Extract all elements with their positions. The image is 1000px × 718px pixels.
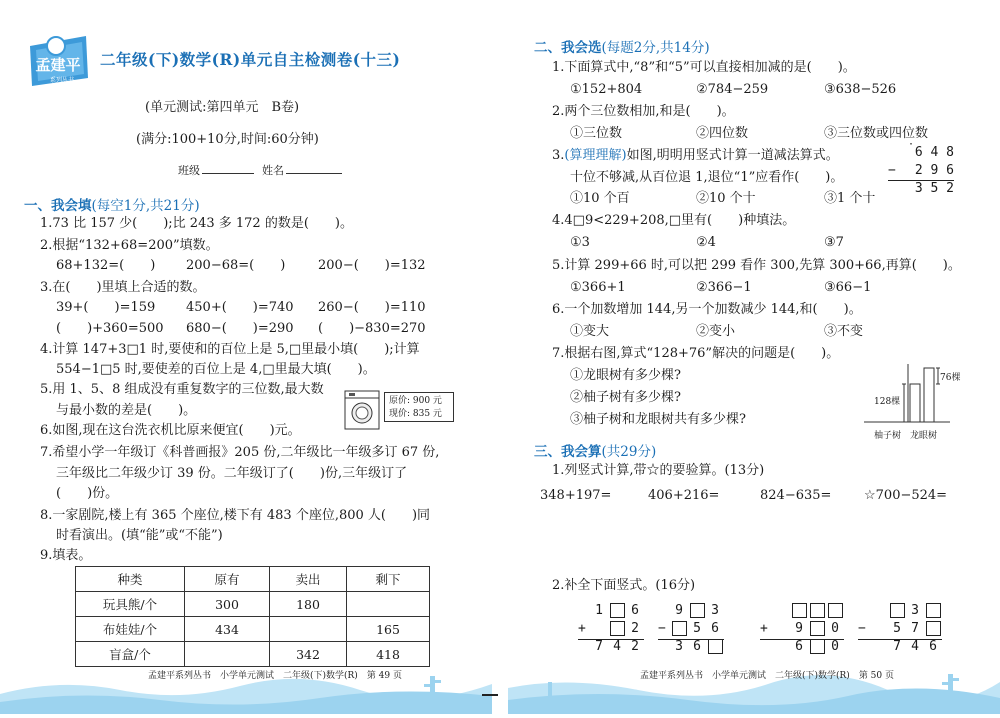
q3-e: 680−( )=290 xyxy=(186,321,294,336)
vertical-row xyxy=(760,620,844,638)
digit: 5 xyxy=(893,621,901,636)
q8-line2: 时看演出。(填“能”或“不能”) xyxy=(56,528,223,543)
r5-a[interactable]: ①366+1 xyxy=(570,280,626,295)
s1-b: 406+216= xyxy=(648,488,720,503)
r3: 3.(算理理解)如图,明明用竖式计算一道减法算式。 xyxy=(552,148,839,163)
q2-c: 200−( )=132 xyxy=(318,258,426,273)
table-row xyxy=(76,617,430,642)
q7-line3: ( )份。 xyxy=(56,486,119,501)
r4-a[interactable]: ①3 xyxy=(570,235,590,250)
digit: 9 xyxy=(675,603,683,618)
digit: 7 xyxy=(911,621,919,636)
r5: 5.计算 299+66 时,可以把 299 看作 300,先算 300+66,再算( )。 xyxy=(552,258,961,273)
blank-box[interactable] xyxy=(810,621,825,636)
r6: 6.一个加数增加 144,另一个加数减少 144,和( )。 xyxy=(552,302,862,317)
vertical-row xyxy=(578,620,644,638)
blank-box[interactable] xyxy=(828,603,843,618)
digit: 6 xyxy=(631,603,639,618)
vertical-row xyxy=(858,602,942,620)
table-cell: 418 xyxy=(347,642,430,667)
page-footer: 孟建平系列丛书 小学单元测试 二年级(下)数学(R) 第 50 页 xyxy=(640,671,894,681)
r5-b[interactable]: ②366−1 xyxy=(696,280,752,295)
q2-a: 68+132=( ) xyxy=(56,258,156,273)
r2: 2.两个三位数相加,和是( )。 xyxy=(552,104,735,119)
vertical-calc-4[interactable] xyxy=(858,602,942,656)
digit: 6 xyxy=(929,639,937,654)
fig-label-128: 128棵 xyxy=(874,397,901,407)
r1: 1.下面算式中,“8”和“5”可以直接相加减的是( )。 xyxy=(552,60,856,75)
blank-box[interactable] xyxy=(890,603,905,618)
r7-c[interactable]: ③柚子树和龙眼树共有多少棵? xyxy=(570,412,746,427)
table-cell: 434 xyxy=(185,617,270,642)
r3-b[interactable]: ②10 个十 xyxy=(696,191,756,206)
s1-d: ☆700−524= xyxy=(864,488,948,503)
q7-line2: 三年级比二年级少订 39 份。二年级订了( )份,三年级订了 xyxy=(56,466,408,481)
q5-line1: 5.用 1、5、8 组成没有重复数字的三位数,最大数 xyxy=(40,382,324,397)
table-header: 种类 xyxy=(76,567,185,592)
section2-heading: 二、我会选(每题2分,共14分) xyxy=(534,40,710,56)
digit: 6 xyxy=(711,621,719,636)
s2: 2.补全下面竖式。(16分) xyxy=(552,578,696,593)
table-row xyxy=(76,592,430,617)
vertical-row xyxy=(658,620,724,638)
logo xyxy=(22,28,94,90)
vertical-row xyxy=(578,638,644,656)
q3-b: 450+( )=740 xyxy=(186,300,294,315)
fig-label-76: 76棵 xyxy=(940,373,961,383)
r7-a[interactable]: ①龙眼树有多少棵? xyxy=(570,368,681,383)
table-cell: 布娃娃/个 xyxy=(76,617,185,642)
class-field[interactable]: 班级 xyxy=(178,162,254,178)
r3-vertical-calc: · 6 4 8 − 2 9 6 3 5 2 xyxy=(888,139,954,196)
vertical-row xyxy=(858,620,942,638)
digit: 5 xyxy=(693,621,701,636)
r4: 4.4□9<229+208,□里有( )种填法。 xyxy=(552,213,796,228)
table-cell: 342 xyxy=(270,642,347,667)
r7-b[interactable]: ②柚子树有多少棵? xyxy=(570,390,681,405)
digit: 4 xyxy=(613,639,621,654)
r2-c[interactable]: ③三位数或四位数 xyxy=(824,126,929,141)
table-header: 卖出 xyxy=(270,567,347,592)
test-subtitle: (单元测试:第四单元 B卷) xyxy=(145,100,300,115)
section1-heading: 一、我会填(每空1分,共21分) xyxy=(24,198,200,214)
blank-box[interactable] xyxy=(810,639,825,654)
right-page xyxy=(508,0,1000,714)
s1: 1.列竖式计算,带☆的要验算。(13分) xyxy=(552,463,765,478)
r6-c[interactable]: ③不变 xyxy=(824,324,864,339)
digit: 3 xyxy=(711,603,719,618)
digit: 7 xyxy=(893,639,901,654)
blank-box[interactable] xyxy=(792,603,807,618)
left-page xyxy=(0,0,492,714)
q7-line1: 7.希望小学一年级订《科普画报》205 份,二年级比一年级多订 67 份, xyxy=(40,445,440,460)
q2: 2.根据“132+68=200”填数。 xyxy=(40,238,219,253)
washing-machine-icon xyxy=(344,390,380,434)
center-divider xyxy=(482,694,498,696)
blank-box[interactable] xyxy=(610,621,625,636)
vertical-row xyxy=(578,602,644,620)
q6: 6.如图,现在这台洗衣机比原来便宜( )元。 xyxy=(40,423,301,438)
vertical-row xyxy=(760,602,844,620)
q3: 3.在( )里填上合适的数。 xyxy=(40,280,206,295)
r6-a[interactable]: ①变大 xyxy=(570,324,610,339)
section3-heading: 三、我会算(共29分) xyxy=(534,444,657,460)
table-cell: 180 xyxy=(270,592,347,617)
table-cell: 300 xyxy=(185,592,270,617)
digit: 4 xyxy=(911,639,919,654)
digit: 2 xyxy=(631,639,639,654)
q4-line2: 554−1□5 时,要使差的百位上是 4,□里最大填( )。 xyxy=(56,362,376,377)
page-title: 二年级(下)数学(R)单元自主检测卷(十三) xyxy=(100,50,401,69)
digit: 6 xyxy=(693,639,701,654)
operator: − xyxy=(858,621,866,636)
blank-box[interactable] xyxy=(610,603,625,618)
digit: 3 xyxy=(911,603,919,618)
vertical-calc-1[interactable] xyxy=(578,602,644,656)
vertical-calc-2[interactable] xyxy=(658,602,724,656)
s1-c: 824−635= xyxy=(760,488,832,503)
r1-a[interactable]: ①152+804 xyxy=(570,82,643,97)
table-cell[interactable] xyxy=(270,617,347,642)
tree-bar-figure xyxy=(862,362,961,424)
vertical-row xyxy=(658,638,724,656)
q4-line1: 4.计算 147+3□1 时,要使和的百位上是 5,□里最小填( );计算 xyxy=(40,342,420,357)
digit: 3 xyxy=(675,639,683,654)
q8-line1: 8.一家剧院,楼上有 365 个座位,楼下有 483 个座位,800 人( )同 xyxy=(40,508,431,523)
blank-box[interactable] xyxy=(672,621,687,636)
vertical-row xyxy=(658,602,724,620)
blank-box[interactable] xyxy=(926,603,941,618)
digit: 6 xyxy=(795,639,803,654)
fill-table xyxy=(75,566,430,667)
q2-b: 200−68=( ) xyxy=(186,258,286,273)
table-cell[interactable] xyxy=(347,592,430,617)
operator: − xyxy=(658,621,666,636)
r2-a[interactable]: ①三位数 xyxy=(570,126,623,141)
operator: + xyxy=(578,621,586,636)
operator: + xyxy=(760,621,768,636)
score-info: (满分:100+10分,时间:60分钟) xyxy=(136,132,319,147)
r1-c[interactable]: ③638−526 xyxy=(824,82,897,97)
blank-box[interactable] xyxy=(810,603,825,618)
q9: 9.填表。 xyxy=(40,548,92,563)
digit: 0 xyxy=(831,639,839,654)
price-tag: 原价: 900 元 现价: 835 元 xyxy=(384,392,454,422)
r3-line2: 十位不够减,从百位退 1,退位“1”应看作( )。 xyxy=(570,170,844,185)
table-cell: 165 xyxy=(347,617,430,642)
digit: 9 xyxy=(795,621,803,636)
table-cell: 玩具熊/个 xyxy=(76,592,185,617)
svg-text:孟建平: 孟建平 xyxy=(35,56,81,74)
q3-d: ( )+360=500 xyxy=(56,321,164,336)
q3-a: 39+( )=159 xyxy=(56,300,156,315)
table-header-row xyxy=(76,567,430,592)
blank-box[interactable] xyxy=(926,621,941,636)
fig-caption: 柚子树 龙眼树 xyxy=(874,431,938,441)
q3-c: 260−( )=110 xyxy=(318,300,426,315)
r1-b[interactable]: ②784−259 xyxy=(696,82,769,97)
digit: 0 xyxy=(831,621,839,636)
table-header: 原有 xyxy=(185,567,270,592)
r3-a[interactable]: ①10 个百 xyxy=(570,191,630,206)
digit: 1 xyxy=(595,603,603,618)
table-cell: 盲盒/个 xyxy=(76,642,185,667)
r6-b[interactable]: ②变小 xyxy=(696,324,736,339)
r4-c[interactable]: ③7 xyxy=(824,235,844,250)
vertical-row xyxy=(858,638,942,656)
vertical-row xyxy=(760,638,844,656)
page-footer: 孟建平系列丛书 小学单元测试 二年级(下)数学(R) 第 49 页 xyxy=(148,671,402,681)
r5-c[interactable]: ③66−1 xyxy=(824,280,872,295)
r2-b[interactable]: ②四位数 xyxy=(696,126,749,141)
table-header: 剩下 xyxy=(347,567,430,592)
blank-box[interactable] xyxy=(690,603,705,618)
vertical-calc-3[interactable] xyxy=(760,602,844,656)
blank-box[interactable] xyxy=(708,639,723,654)
q5-line2: 与最小数的差是( )。 xyxy=(56,403,197,418)
q1: 1.73 比 157 少( );比 243 多 172 的数是( )。 xyxy=(40,216,353,231)
r7: 7.根据右图,算式“128+76”解决的问题是( )。 xyxy=(552,346,840,361)
s1-a: 348+197= xyxy=(540,488,612,503)
r3-c[interactable]: ③1 个十 xyxy=(824,191,876,206)
name-field[interactable]: 姓名 xyxy=(262,162,342,178)
r4-b[interactable]: ②4 xyxy=(696,235,716,250)
svg-text:系列丛书: 系列丛书 xyxy=(49,77,75,84)
digit: 7 xyxy=(595,639,603,654)
q3-f: ( )−830=270 xyxy=(318,321,426,336)
digit: 2 xyxy=(631,621,639,636)
